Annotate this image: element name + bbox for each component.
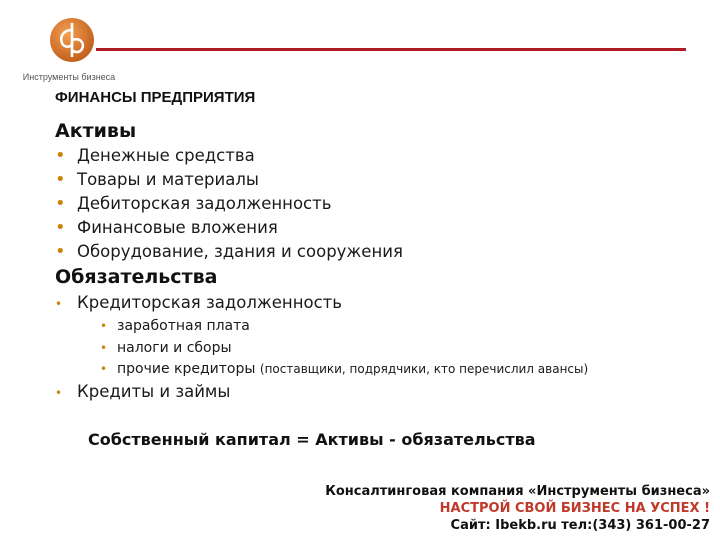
liabilities-list (55, 291, 342, 315)
list-item (55, 192, 403, 216)
list-item-text: прочие кредиторы (117, 361, 256, 377)
list-item (100, 338, 588, 360)
list-item-text: Дебиторская задолженность (77, 194, 332, 213)
payables-sublist (100, 316, 588, 381)
liabilities-title: Обязательства (55, 266, 218, 288)
list-item-text: Финансовые вложения (77, 218, 278, 237)
bullet-icon: • (55, 386, 63, 400)
page-title: ФИНАНСЫ ПРЕДПРИЯТИЯ (55, 89, 256, 106)
list-item (55, 168, 403, 192)
list-item (55, 291, 342, 315)
bullet-icon: • (55, 297, 63, 311)
bullet-icon: • (55, 217, 66, 238)
list-item (55, 144, 403, 168)
assets-list (55, 144, 403, 264)
list-item-text: Денежные средства (77, 146, 255, 165)
list-item-text: Оборудование, здания и сооружения (77, 242, 403, 261)
footer-contacts: Сайт: Ibekb.ru тел:(343) 361-00-27 (450, 518, 710, 533)
list-item-text: заработная плата (117, 318, 250, 334)
list-item (55, 240, 403, 264)
bullet-icon: • (100, 319, 108, 333)
logo-text: Инструменты бизнеса (22, 72, 116, 82)
equity-equation: Собственный капитал = Активы - обязательства (88, 430, 536, 449)
bullet-icon: • (100, 340, 108, 355)
list-item-text: Товары и материалы (77, 170, 259, 189)
list-item-note: (поставщики, подрядчики, кто перечислил авансы) (259, 362, 589, 376)
bullet-icon: • (55, 145, 66, 166)
company-logo (14, 14, 124, 82)
header-divider (96, 48, 686, 51)
footer-slogan: НАСТРОЙ СВОЙ БИЗНЕС НА УСПЕХ ! (439, 501, 710, 516)
list-item-text: Кредиты и займы (77, 382, 231, 401)
list-item (55, 380, 230, 404)
list-item-text: Кредиторская задолженность (77, 293, 342, 312)
bullet-icon: • (55, 241, 66, 262)
list-item (55, 216, 403, 240)
list-item (100, 316, 588, 338)
list-item (100, 359, 588, 381)
assets-title: Активы (55, 120, 137, 142)
bullet-icon: • (100, 362, 108, 376)
logo-mark-icon (48, 16, 96, 64)
bullet-icon: • (55, 169, 66, 190)
footer (325, 483, 710, 534)
bullet-icon: • (55, 193, 66, 214)
footer-company: Консалтинговая компания «Инструменты бизнеса» (325, 484, 710, 499)
list-item-text: налоги и сборы (117, 339, 232, 356)
loans-list (55, 380, 230, 404)
